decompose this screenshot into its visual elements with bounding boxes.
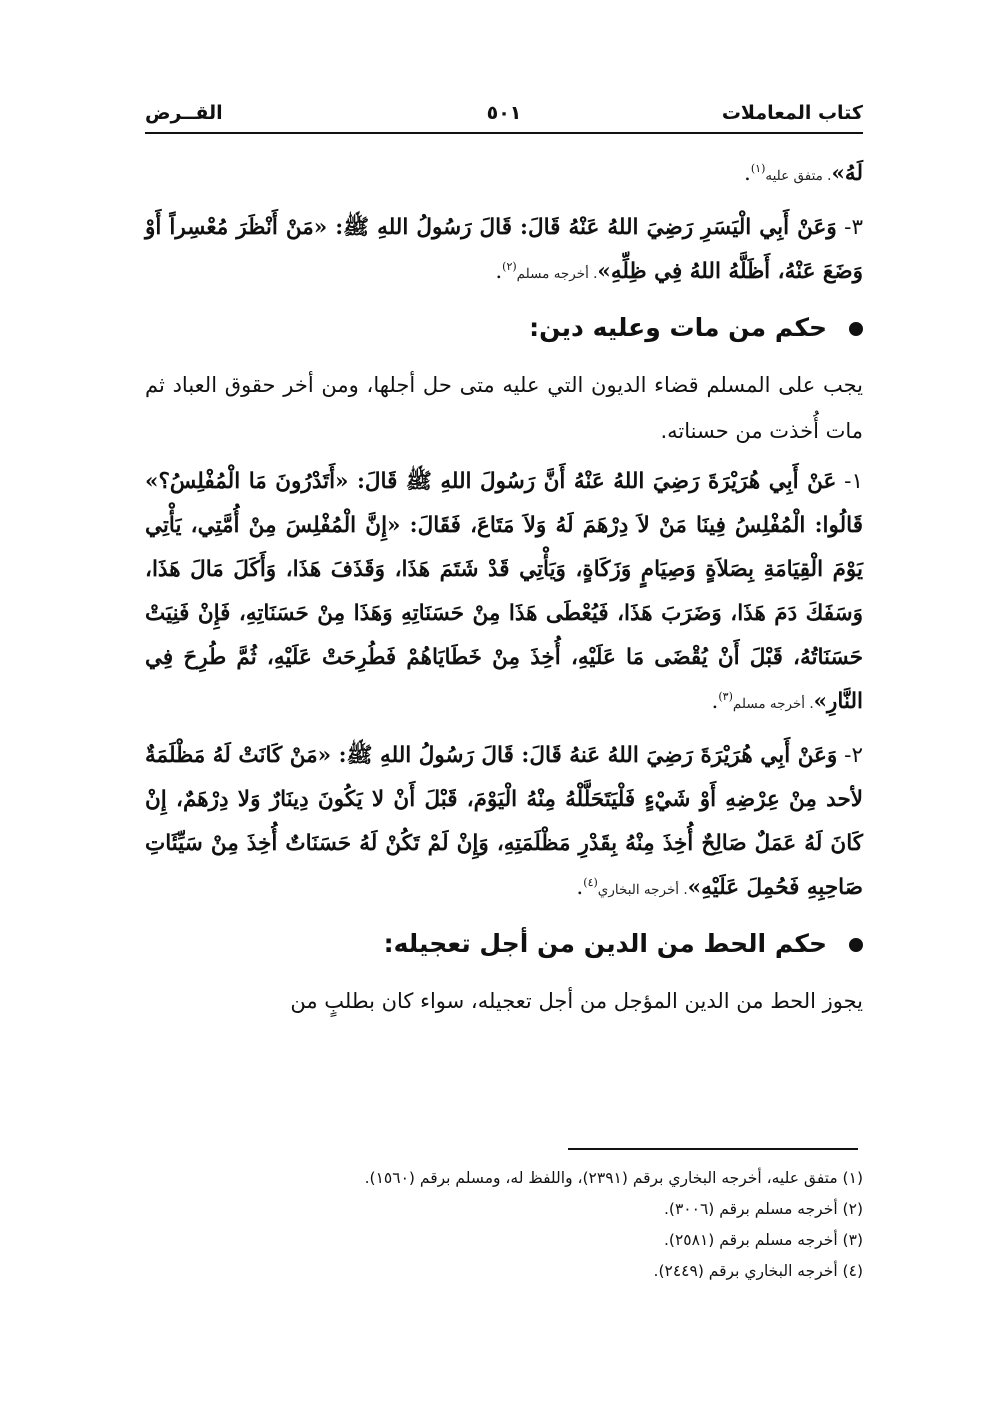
hadith-2 bbox=[145, 734, 863, 912]
footnote-ref: (٣) bbox=[718, 689, 733, 703]
page-number: ٥٠١ bbox=[486, 102, 522, 124]
bullet-icon bbox=[849, 322, 863, 336]
heading-text: حكم الحط من الدين من أجل تعجيله: bbox=[383, 929, 827, 958]
footnote: (٢) أخرجه مسلم برقم (٣٠٠٦). bbox=[664, 1200, 863, 1218]
end-mark: . bbox=[744, 161, 751, 186]
hadith-3 bbox=[145, 206, 863, 296]
footnote: (٤) أخرجه البخاري برقم (٢٤٤٩). bbox=[653, 1262, 863, 1280]
end-mark: . bbox=[711, 689, 719, 714]
chapter-title: القــرض bbox=[145, 102, 223, 124]
hadith-text: عَنْ أَبِي هُرَيْرَةَ رَضِيَ اللهُ عَنْهُ أَنَّ رَسُولَ اللهِ ﷺ قَالَ: «أَتَدْرُونَ مَا الْمُفْلِسُ؟» قَالُوا: الْمُفْلِسُ فِينَا مَنْ لاَ دِرْهَمَ لَهُ وَلاَ مَتَاعَ، فَقَالَ: «إِنَّ الْمُفْلِسَ مِنْ أُمَّتِي، يَأْتِي يَوْمَ الْقِيَامَةِ بِصَلاَةٍ وَصِيَامٍ وَزَكَاةٍ، وَيَأْتِي قَدْ شَتَمَ هَذَا، وَقَذَفَ هَذَا، وَأَكَلَ مَالَ هَذَا، وَسَفَكَ دَمَ هَذَا، وَضَرَبَ هَذَا، فَيُعْطَى هَذَا مِنْ حَسَنَاتِهِ وَهَذَا مِنْ حَسَنَاتِهِ، فَإِنْ فَنِيَتْ حَسَنَاتُهُ، قَبْلَ أَنْ يُقْضَى مَا عَلَيْهِ، أُخِذَ مِنْ خَطَايَاهُمْ فَطُرِحَتْ عَلَيْهِ، ثُمَّ طُرِحَ فِي النَّارِ» bbox=[145, 469, 863, 714]
continuation-line bbox=[145, 152, 863, 198]
section-heading bbox=[145, 304, 863, 352]
bullet-icon bbox=[849, 938, 863, 952]
hadith-source: . أخرجه مسلم bbox=[516, 266, 598, 282]
end-mark: . bbox=[495, 259, 503, 284]
hadith-number: ٢- bbox=[837, 743, 863, 768]
hadith-text: وَعَنْ أَبِي الْيَسَرِ رَضِيَ اللهُ عَنْهُ قَالَ: قَالَ رَسُولُ اللهِ ﷺ: «مَنْ أَنْظَرَ مُعْسِراً أَوْ وَضَعَ عَنْهُ، أَظَلَّهُ اللهُ فِي ظِلِّهِ» bbox=[145, 215, 863, 284]
footnote-ref: (٢) bbox=[502, 259, 517, 273]
hadith-source: . متفق عليه bbox=[765, 168, 832, 184]
footnote-divider bbox=[568, 1148, 858, 1150]
hadith-text: وَعَنْ أَبِي هُرَيْرَةَ رَضِيَ اللهُ عَنهُ قَالَ: قَالَ رَسُولُ اللهِ ﷺ: «مَنْ كَانَتْ لَهُ مَظْلَمَةٌ لأحد مِنْ عِرْضِهِ أَوْ شَيْءٍ فَلْيَتَحَلَّلْهُ مِنْهُ الْيَوْمَ، قَبْلَ أَنْ لا يَكُونَ دِينَارٌ وَلا دِرْهَمٌ، إِنْ كَانَ لَهُ عَمَلٌ صَالِحٌ أُخِذَ مِنْهُ بِقَدْرِ مَظْلَمَتِهِ، وَإِنْ لَمْ تَكُنْ لَهُ حَسَنَاتٌ أُخِذَ مِنْ سَيِّئَاتِ صَاحِبِهِ فَحُمِلَ عَلَيْهِ» bbox=[145, 743, 863, 900]
hadith-text: لَهُ» bbox=[831, 161, 863, 186]
hadith-number: ١- bbox=[836, 469, 863, 494]
footnote: (١) متفق عليه، أخرجه البخاري برقم (٢٣٩١)، واللفظ له، ومسلم برقم (١٥٦٠). bbox=[364, 1169, 863, 1187]
hadith-1 bbox=[145, 460, 863, 726]
main-text bbox=[145, 152, 863, 1030]
heading-text: حكم من مات وعليه دين: bbox=[529, 313, 827, 342]
footnote-ref: (٤) bbox=[583, 875, 598, 889]
paragraph: يجب على المسلم قضاء الديون التي عليه متى حل أجلها، ومن أخر حقوق العباد ثم مات أُخذت من حسناته. bbox=[145, 373, 863, 443]
book-title: كتاب المعاملات bbox=[721, 102, 863, 124]
section-heading bbox=[145, 920, 863, 968]
footnote-ref: (١) bbox=[750, 161, 766, 175]
hadith-source: . أخرجه البخاري bbox=[597, 882, 688, 898]
running-header bbox=[145, 98, 863, 134]
paragraph: يجوز الحط من الدين المؤجل من أجل تعجيله، سواء كان بطلبٍ من bbox=[290, 989, 863, 1013]
hadith-source: . أخرجه مسلم bbox=[732, 696, 814, 712]
hadith-number: ٣- bbox=[836, 215, 863, 240]
footnotes bbox=[145, 1163, 863, 1287]
end-mark: . bbox=[576, 875, 584, 900]
footnote: (٣) أخرجه مسلم برقم (٢٥٨١). bbox=[664, 1231, 863, 1249]
